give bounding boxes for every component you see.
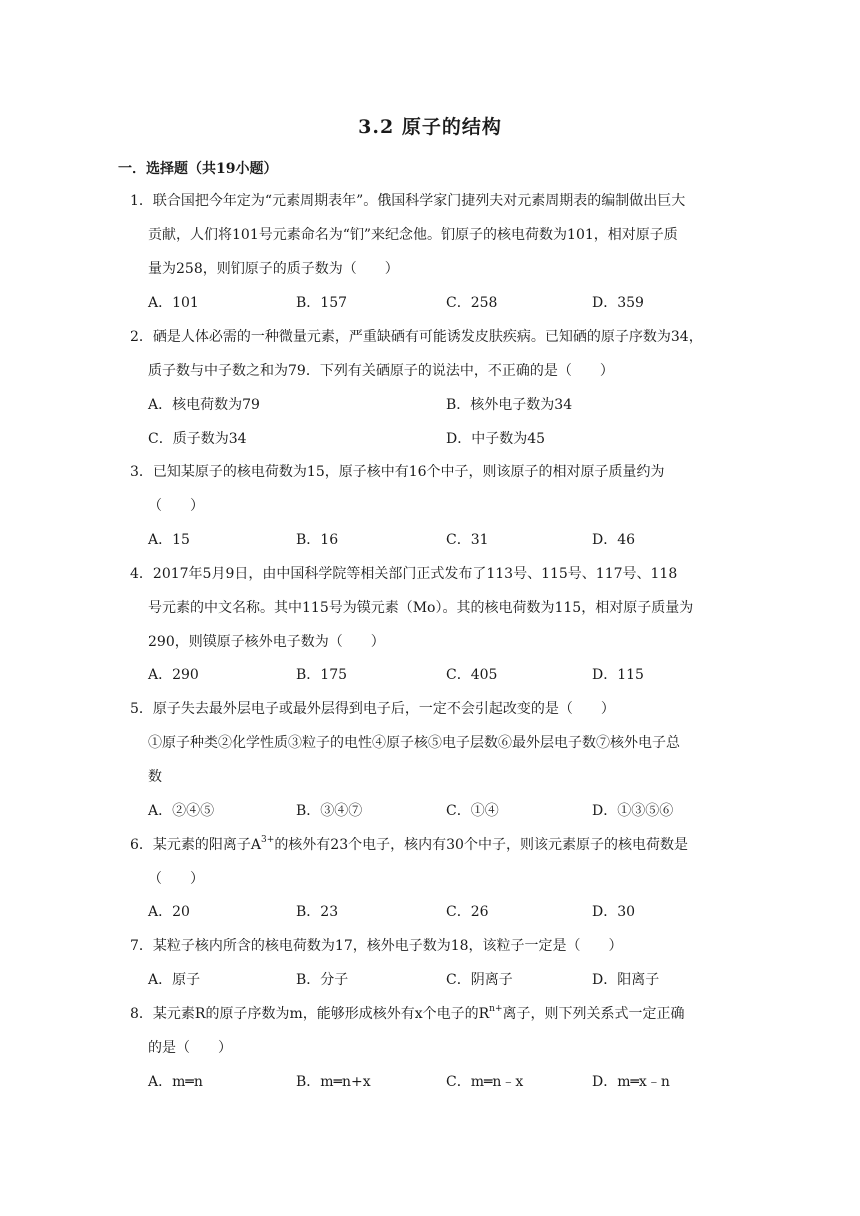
question-1-line-3: 量为258，则钔原子的质子数为（ ）: [148, 261, 399, 277]
question-1-option-d: D．359: [592, 295, 644, 311]
question-5-line-3: 数: [148, 769, 162, 785]
question-6-option-a: A．20: [148, 904, 190, 920]
question-2-option-a: A．核电荷数为79: [148, 397, 260, 413]
question-8-option-c: C．m═n﹣x: [446, 1074, 524, 1090]
question-5-option-c: C．①④: [446, 803, 499, 819]
question-8-text-end: 离子，则下列关系式一定正确: [502, 1006, 685, 1022]
question-5-line-2: ①原子种类②化学性质③粒子的电性④原子核⑤电子层数⑥最外层电子数⑦核外电子总: [148, 735, 680, 751]
question-8-line-1: [130, 1003, 685, 1023]
question-2-line-1: 2．硒是人体必需的一种微量元素，严重缺硒有可能诱发皮肤疾病。已知硒的原子序数为34，: [130, 329, 703, 345]
question-4-line-3: 290，则镆原子核外电子数为（ ）: [148, 634, 385, 650]
page-title: 3.2 原子的结构: [358, 116, 502, 138]
question-4-option-d: D．115: [592, 667, 644, 683]
question-2-option-b: B．核外电子数为34: [446, 397, 573, 413]
question-2-option-d: D．中子数为45: [446, 431, 546, 447]
question-7-line-1: 7．某粒子核内所含的核电荷数为17，核外电子数为18，该粒子一定是（ ）: [130, 938, 623, 954]
question-2-line-2: 质子数与中子数之和为79．下列有关硒原子的说法中，不正确的是（ ）: [148, 363, 614, 379]
question-4-line-2: 号元素的中文名称。其中115号为镆元素（Mo）。其的核电荷数为115，相对原子质量为: [148, 600, 694, 616]
question-1-option-c: C．258: [446, 295, 498, 311]
question-6-option-d: D．30: [592, 904, 636, 920]
question-3-option-c: C．31: [446, 532, 489, 548]
question-6-option-b: B．23: [296, 904, 339, 920]
question-5-option-b: B．③④⑦: [296, 803, 363, 819]
question-8-option-d: D．m═x﹣n: [592, 1074, 670, 1090]
question-6-option-c: C．26: [446, 904, 489, 920]
question-3-option-b: B．16: [296, 532, 339, 548]
question-4-option-a: A．290: [148, 667, 199, 683]
question-8-line-2: 的是（ ）: [148, 1040, 232, 1056]
section-heading: 一．选择题（共19小题）: [118, 161, 278, 177]
question-8-text-start: 8．某元素R的原子序数为m，能够形成核外有x个电子的R: [130, 1006, 490, 1022]
question-4-line-1: 4．2017年5月9日，由中国科学院等相关部门正式发布了113号、115号、117号、118: [130, 566, 678, 582]
question-4-option-c: C．405: [446, 667, 498, 683]
question-8-option-b: B．m═n+x: [296, 1074, 371, 1090]
ion-charge-superscript: n+: [489, 1004, 503, 1014]
question-3-option-a: A．15: [148, 532, 190, 548]
question-4-option-b: B．175: [296, 667, 348, 683]
question-1-line-1: 1．联合国把今年定为“元素周期表年”。俄国科学家门捷列夫对元素周期表的编制做出巨大: [130, 193, 686, 209]
question-1-line-2: 贡献，人们将101号元素命名为“钔”来纪念他。钔原子的核电荷数为101，相对原子质: [148, 227, 678, 243]
question-7-option-a: A．原子: [148, 972, 201, 988]
question-5-option-d: D．①③⑤⑥: [592, 803, 674, 819]
question-3-line-1: 3．已知某原子的核电荷数为15，原子核中有16个中子，则该原子的相对原子质量约为: [130, 464, 665, 480]
question-7-option-b: B．分子: [296, 972, 349, 988]
question-5-line-1: 5．原子失去最外层电子或最外层得到电子后，一定不会引起改变的是（ ）: [130, 701, 615, 717]
question-8-option-a: A．m═n: [148, 1074, 203, 1090]
question-7-option-d: D．阳离子: [592, 972, 660, 988]
question-6-text-start: 6．某元素的阳离子A: [130, 837, 262, 853]
question-2-option-c: C．质子数为34: [148, 431, 247, 447]
question-5-option-a: A．②④⑤: [148, 803, 215, 819]
question-1-option-b: B．157: [296, 295, 348, 311]
question-6-text-end: 的核外有23个电子，核内有30个中子，则该元素原子的核电荷数是: [274, 837, 688, 853]
ion-charge-superscript: 3+: [261, 835, 275, 845]
question-1-option-a: A．101: [148, 295, 199, 311]
question-3-line-2: （ ）: [148, 498, 204, 514]
question-3-option-d: D．46: [592, 532, 636, 548]
question-7-option-c: C．阴离子: [446, 972, 513, 988]
question-6-line-1: [130, 834, 688, 854]
question-6-line-2: （ ）: [148, 871, 204, 887]
